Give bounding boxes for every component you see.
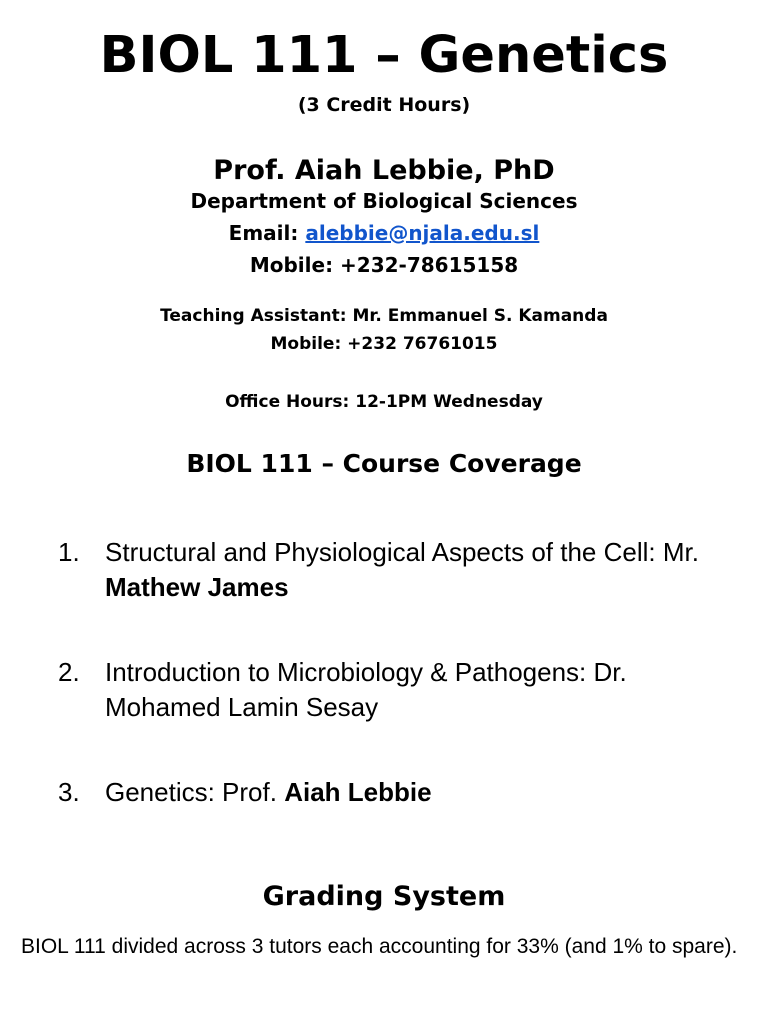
- list-item-text: [105, 775, 725, 810]
- professor-mobile: Mobile: +232-78615158: [249, 253, 519, 277]
- email-link[interactable]: alebbie@njala.edu.sl: [305, 221, 540, 245]
- list-item-number: 2.: [58, 657, 80, 687]
- course-coverage-heading: BIOL 111 – Course Coverage: [186, 449, 582, 478]
- list-item-number: 3.: [58, 777, 80, 807]
- email-label: Email:: [228, 221, 306, 245]
- office-hours: Office Hours: 12-1PM Wednesday: [225, 392, 543, 412]
- grading-description: BIOL 111 divided across 3 tutors each accounting for 33% (and 1% to spare).: [21, 935, 738, 958]
- list-item-plain: Structural and Physiological Aspects of the Cell: Mr.: [105, 537, 699, 567]
- list-item-text: [105, 655, 725, 725]
- professor-name: Prof. Aiah Lebbie, PhD: [213, 155, 555, 186]
- grading-system-heading: Grading System: [262, 881, 506, 912]
- teaching-assistant-mobile: Mobile: +232 76761015: [270, 334, 498, 354]
- list-item-text: [105, 535, 725, 605]
- list-item-plain: Introduction to Microbiology & Pathogens: Dr. Mohamed Lamin Sesay: [105, 657, 627, 722]
- list-item-instructor: Aiah Lebbie: [284, 777, 432, 807]
- email-line: [0, 219, 768, 247]
- teaching-assistant: Teaching Assistant: Mr. Emmanuel S. Kamanda: [160, 306, 608, 326]
- department-name: Department of Biological Sciences: [190, 189, 578, 213]
- credit-hours: (3 Credit Hours): [297, 94, 471, 116]
- course-title: BIOL 111 – Genetics: [99, 26, 669, 85]
- list-item-plain: Genetics: Prof.: [105, 777, 285, 807]
- list-item-instructor: Mathew James: [105, 572, 289, 602]
- list-item-number: 1.: [58, 537, 80, 567]
